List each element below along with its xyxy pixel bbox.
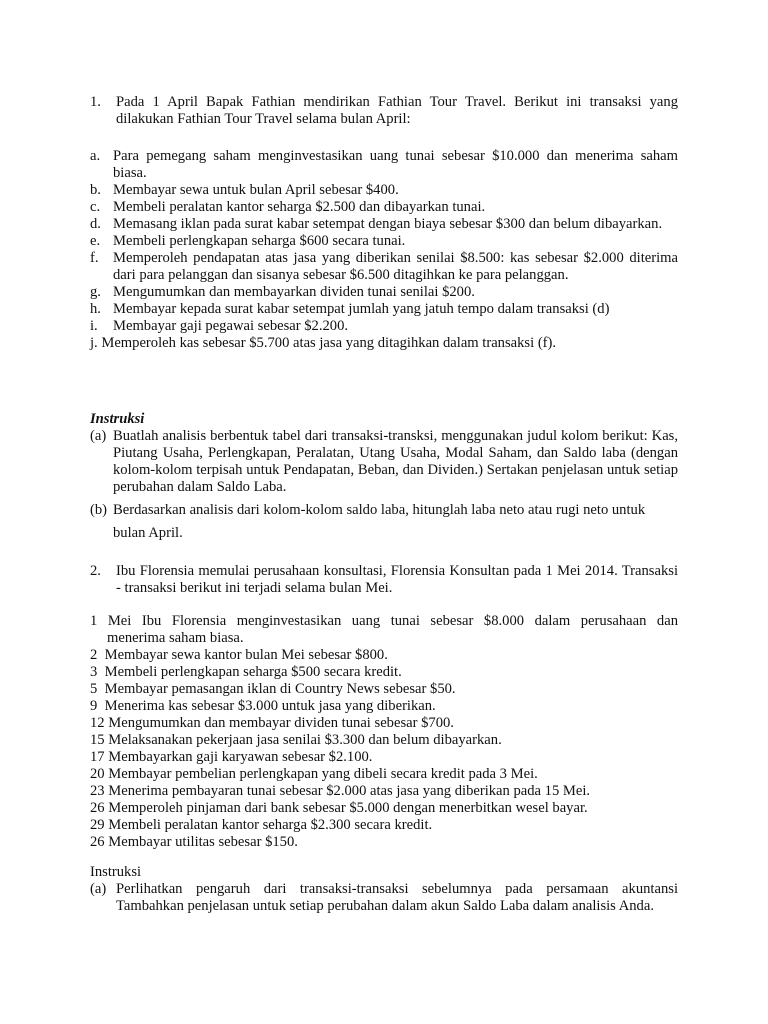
q2-item-continued: menerima saham biasa. <box>107 630 244 646</box>
q2-number: 2. <box>90 563 101 579</box>
q1-item-j: j. Memperoleh kas sebesar $5.700 atas jasa yang ditagihkan dalam transaksi (f). <box>90 335 557 351</box>
q2-item: 9 Menerima kas sebesar $3.000 untuk jasa yang diberikan. <box>90 698 436 714</box>
q1-item: h. Membayar kepada surat kabar setempat jumlah yang jatuh tempo dalam transaksi (d) <box>90 301 610 317</box>
q2-item: 2 Membayar sewa kantor bulan Mei sebesar $800. <box>90 647 388 663</box>
q1-transaction-list <box>90 148 678 352</box>
q2-intro <box>90 563 678 597</box>
q1-item: a. Para pemegang saham menginvestasikan uang tunai sebesar $10.000 dan menerima saham biasa. <box>90 148 678 181</box>
q1-instruction-a: (a) Buatlah analisis berbentuk tabel dari transaksi-transksi, menggunakan judul kolom berikut: Kas, Piutang Usaha, Perlengkapan, Peralatan, Utang Usaha, Modal Saham, dan Saldo laba (dengan kolom-kolom terpisah untuk Pendapatan, Beban, dan Dividen.) Sertakan penjelasan untuk setiap perubahan dalam Saldo Laba. <box>90 428 678 495</box>
q2-item: 26 Memperoleh pinjaman dari bank sebesar $5.000 dengan menerbitkan wesel bayar. <box>90 800 588 816</box>
q1-instruksi-heading: Instruksi <box>90 411 145 427</box>
q2-item: 3 Membeli perlengkapan seharga $500 secara kredit. <box>90 664 402 680</box>
q2-item: 5 Membayar pemasangan iklan di Country News sebesar $50. <box>90 681 456 697</box>
q1-item: b. Membayar sewa untuk bulan April sebesar $400. <box>90 182 399 198</box>
q2-item: 1 Mei Ibu Florensia menginvestasikan uang tunai sebesar $8.000 dalam perusahaan dan <box>90 613 678 629</box>
q1-item: f. Memperoleh pendapatan atas jasa yang diberikan senilai $8.500: kas sebesar $2.000 diterima dari para pelanggan dan sisanya sebesar $6.500 ditagihkan ke para pelanggan. <box>90 250 678 283</box>
q2-transaction-list <box>90 613 678 851</box>
q2-item: 12 Mengumumkan dan membayar dividen tunai sebesar $700. <box>90 715 454 731</box>
q1-instructions <box>90 411 678 545</box>
q1-item: d. Memasang iklan pada surat kabar setempat dengan biaya sebesar $300 dan belum dibayarkan. <box>90 216 663 232</box>
q1-item: e. Membeli perlengkapan seharga $600 secara tunai. <box>90 233 406 249</box>
q1-intro <box>90 94 678 128</box>
q2-item: 29 Membeli peralatan kantor seharga $2.300 secara kredit. <box>90 817 433 833</box>
q2-item: 26 Membayar utilitas sebesar $150. <box>90 834 298 850</box>
q1-item: g. Mengumumkan dan membayarkan dividen tunai senilai $200. <box>90 284 475 300</box>
q2-instruksi-heading: Instruksi <box>90 864 142 880</box>
q1-instruction-b: (b) Berdasarkan analisis dari kolom-kolom saldo laba, hitunglah laba neto atau rugi neto untuk bulan April. <box>90 502 646 541</box>
q2-item: 15 Melaksanakan pekerjaan jasa senilai $3.300 dan belum dibayarkan. <box>90 732 502 748</box>
q1-intro-text: Pada 1 April Bapak Fathian mendirikan Fathian Tour Travel. Berikut ini transaksi yang dilakukan Fathian Tour Travel selama bulan April: <box>116 94 678 127</box>
q2-item: 20 Membayar pembelian perlengkapan yang dibeli secara kredit pada 3 Mei. <box>90 766 538 782</box>
q1-number: 1. <box>90 94 101 110</box>
q2-intro-text: Ibu Florensia memulai perusahaan konsultasi, Florensia Konsultan pada 1 Mei 2014. Transaksi - transaksi berikut ini terjadi selama bulan Mei. <box>116 563 678 596</box>
q2-instructions <box>90 864 678 915</box>
q2-item: 17 Membayarkan gaji karyawan sebesar $2.100. <box>90 749 373 765</box>
q1-item: i. Membayar gaji pegawai sebesar $2.200. <box>90 318 349 334</box>
q2-instruction-a: (a) Perlihatkan pengaruh dari transaksi-transaksi sebelumnya pada persamaan akuntansi Tambahkan penjelasan untuk setiap perubahan dalam akun Saldo Laba dalam analisis Anda. <box>90 881 678 914</box>
q1-item: c. Membeli peralatan kantor seharga $2.500 dan dibayarkan tunai. <box>90 199 486 215</box>
q2-item: 23 Menerima pembayaran tunai sebesar $2.000 atas jasa yang diberikan pada 15 Mei. <box>90 783 591 799</box>
